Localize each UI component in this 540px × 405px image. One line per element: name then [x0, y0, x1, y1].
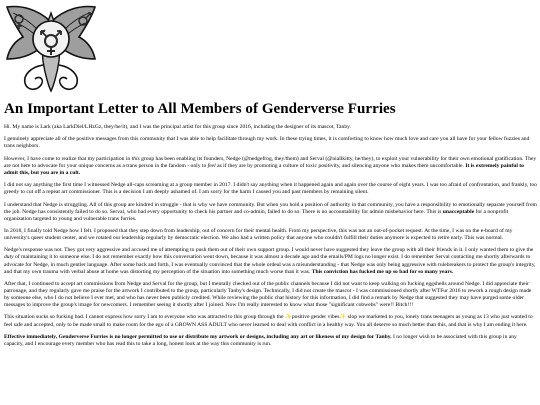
- body-paragraph: [4, 182, 537, 196]
- body-paragraph: [4, 136, 537, 150]
- body-paragraph: [4, 124, 537, 131]
- text-run: positive gender vibes: [291, 314, 340, 321]
- text-run: This situation sucks so fucking bad. I cannot express how sorry I am to everyone who was attracted to this group through the: [4, 314, 285, 321]
- sparkle-emoji: ✨: [284, 314, 292, 321]
- body-paragraph: [4, 334, 537, 348]
- text-run: slop we marketed to you, lonely trans teenagers as young as 13 who just wanted to feel safe and accepted, only to be made small to make room for the ego of a GROWN ASS ADULT who never learned to deal with conflict in a healthy way. You all deserve so much better than this, and that is why I am ending it here.: [4, 314, 533, 328]
- sparkle-emoji: ✨: [339, 314, 347, 321]
- text-run: feel: [207, 162, 216, 169]
- text-run: of maintaining it to someone else. I do not remember exactly how this conversation went down, because it was almost a decade ago and the emails/PM logs no longer exist. I do remember Serval contacting me shortly afterwards to advocate for Nedge, in much gentler language. After some back and forth, I was eventually convinced that the whole ordeal was a misunderstanding - that Nedge was only being aggressive with rulebreakers to protect the group's integrity, and that my own trauma with verbal abuse at home was distorting my perception of the situation into something much worse than it was.: [4, 254, 536, 275]
- text-run: Hi. My name is Lark (aka LarkDiel/LHzGz, they/he/it), and I was the principal artist for this group since 2016, including the designer of its mascot, Tanby.: [4, 124, 351, 130]
- page-title: An Important Letter to All Members of Genderverse Furries: [4, 101, 396, 117]
- text-run: group has been enabling its founders, Nedge (@nedgefrog, they/them) and Serval (@niallkitty, he/they), to exploit your vulnerability for their own emotional gratification. They are not here to advocate for your unique concerns as a trans person in the fandom - only to: [4, 155, 537, 169]
- body-paragraph: [4, 228, 537, 242]
- gender-symbols-logo-icon: [3, 3, 99, 95]
- text-run: However, I have come to realize that my participation in: [4, 155, 132, 162]
- letter-body: [4, 124, 537, 353]
- text-run: Nedge's response was not. They got very aggressive and accused me of attempting to push them out of their own support group. I would never have suggested they leave the group with all their friends in it. I only wanted them to give the: [4, 247, 534, 254]
- text-run: I did not say anything the first time I witnessed Nedge all-caps screaming at a group member in 2017. I didn't say anything when it happened again and again over the course of eight years. I was too afraid of confrontation, and frankly, too greedy to cut off a repeat art commissioner. This is a decision I am deeply ashamed of. I am sorry for the harm I caused you and past members by remaining silent.: [4, 182, 537, 196]
- text-run: as if they are by promoting a culture of toxic positivity, and silencing anyone who makes them uncomfortable.: [215, 162, 466, 169]
- text-run: Effective immediately, Genderverse Furries is no longer permitted to use or distribute my artwork or designs, including any art or likeness of my design for Tanby.: [4, 333, 392, 340]
- text-run: for a nonprofit organization targeted to young and vulnerable trans furries.: [4, 208, 509, 222]
- body-paragraph: [4, 202, 537, 223]
- text-run: unacceptable: [442, 208, 475, 215]
- text-run: This conviction has fucked me up so bad for so many years.: [311, 268, 454, 275]
- text-run: After that, I continued to accept art commissions from Nedge and Serval for the group, but I mentally checked out of the public channels because I did not want to keep walking on fucking eggshells around Nedge. I did appreciate their patronage, and they regularly gave me praise for the artwork I contributed to the group, particularly Tanby's design. Technically, I did not create the mascot - I was commissioned shortly after WTFur 2016 to rework a rough design made by someone else, who I do not believe I ever met, and who has never been publicly credited. While reviewing the public chat history for this information, I did find a remark by Nedge that suggested they may have purged some older messages to improve the group's image for newcomers. I remember seeing it shortly after I joined. Now I'm really interested to know what those "significant cobwebs" were!! Bitch!!!: [4, 280, 532, 309]
- body-paragraph: [4, 156, 537, 177]
- text-run: I no longer wish to be associated with this group in any capacity, and I encourage every member who has read this to take a long, honest look at the way this community is run.: [4, 333, 517, 347]
- body-paragraph: [4, 247, 537, 275]
- text-run: duty: [4, 254, 14, 261]
- body-paragraph: [4, 281, 537, 309]
- text-run: It is extremely painful to admit this, but you are in a cult.: [4, 162, 524, 176]
- body-paragraph: [4, 314, 537, 328]
- text-run: I genuinely appreciate all of the positive messages from this community that I was able to help facilitate through my work. In these trying times, it is comforting to know how much love and care you all have for your fellow fuzzies and trans neighbors.: [4, 136, 530, 150]
- text-run: I understand that Nedge is struggling. All of this group are kindred in struggle - that is why we have community. But when you hold a position of authority in that community, you have a responsibility to emotionally separate yourself from the job. Nedge has consistently failed to do so. Serval, who had every opportunity to check his partner and co-admin, failed to do so. There is no accountability for admin misbehavior here. This is: [4, 201, 537, 215]
- text-run: this: [131, 155, 140, 162]
- text-run: In 2018, I finally told Nedge how I felt. I proposed that they step down from leadership, out of concern for their mental health. From my perspective, this was not an out-of-pocket request. At the time, I was on the e-board of my university's queer student center, and we rotated our leadership regularly by democratic election. We also had a written policy that anyone who couldn't fulfill their duties anymore is expected to retire early. This was normal.: [4, 227, 513, 242]
